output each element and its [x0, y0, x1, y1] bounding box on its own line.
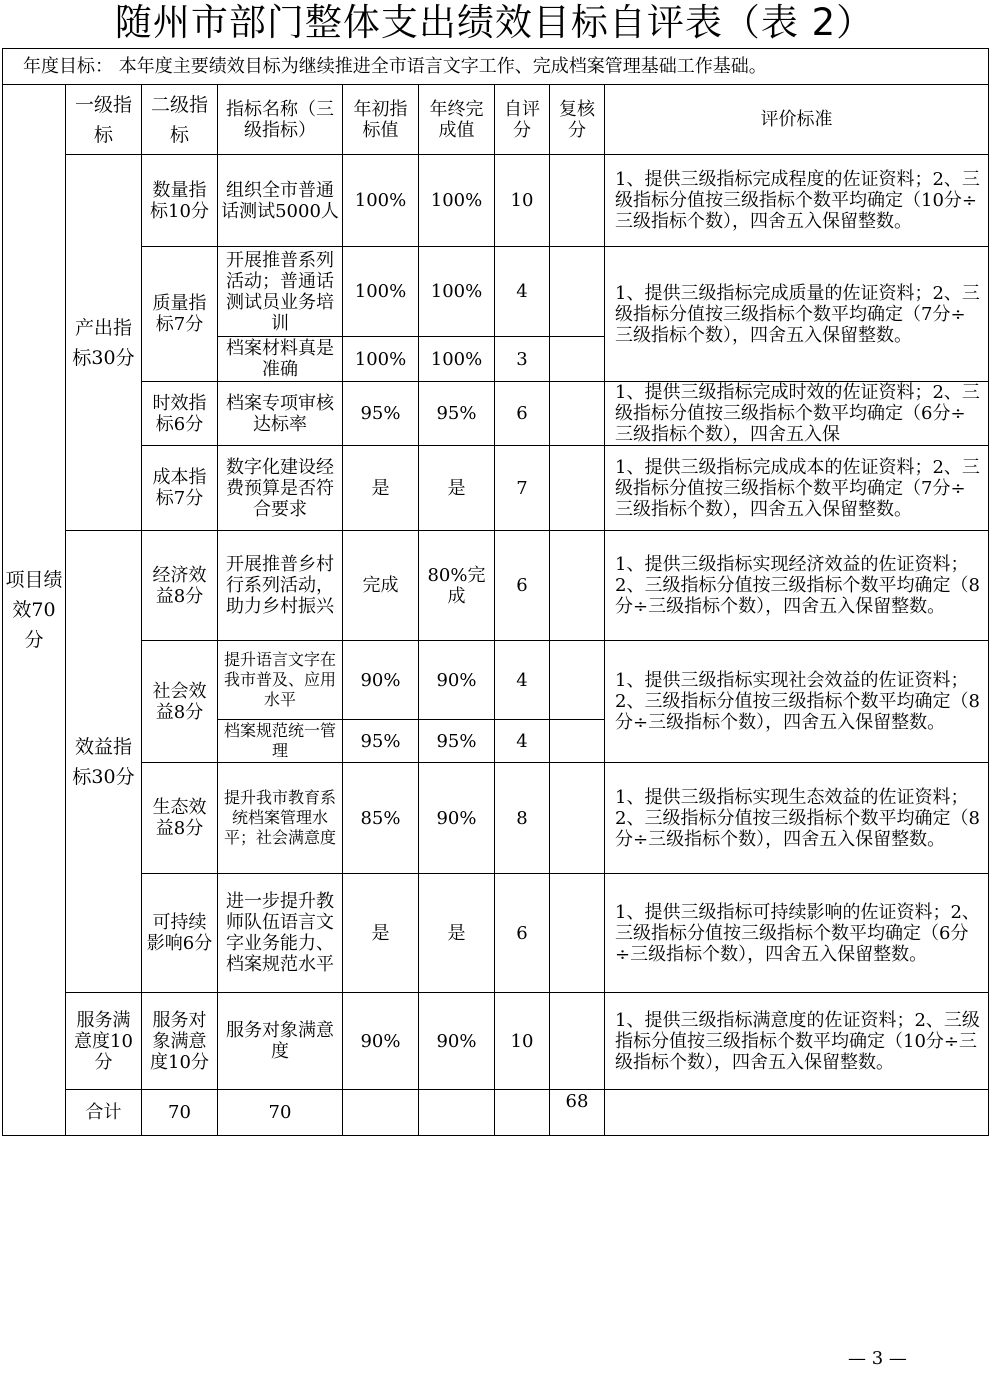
- criteria-cost: 1、提供三级指标完成成本的佐证资料；2、三级指标分值按三级指标个数平均确定（7分÷三级指标个数），四舍五入保留整数。: [605, 446, 989, 531]
- review-timeliness: [550, 382, 605, 446]
- end-social-b: 95%: [419, 720, 495, 763]
- review-social-a: [550, 641, 605, 720]
- name-quantity: 组织全市普通话测试5000人: [218, 155, 343, 247]
- lvl2-timeliness: 时效指标6分: [142, 382, 218, 446]
- total-empty-end: [495, 1090, 550, 1136]
- end-service: 90%: [419, 993, 495, 1090]
- lvl2-quality: 质量指标7分: [142, 247, 218, 382]
- header-start-value: 年初指标值: [343, 85, 419, 155]
- self-service: 10: [495, 993, 550, 1090]
- criteria-quantity: 1、提供三级指标完成程度的佐证资料；2、三级指标分值按三级指标个数平均确定（10分÷三级指标个数），四舍五入保留整数。: [605, 155, 989, 247]
- start-quality-b: 100%: [343, 337, 419, 382]
- review-quality-b: [550, 337, 605, 382]
- criteria-timeliness: 1、提供三级指标完成时效的佐证资料；2、三级指标分值按三级指标个数平均确定（6分÷三级指标个数），四舍五入保: [605, 382, 989, 446]
- criteria-quality: 1、提供三级指标完成质量的佐证资料；2、三级指标分值按三级指标个数平均确定（7分÷三级指标个数），四舍五入保留整数。: [605, 247, 989, 382]
- total-level1: 70: [142, 1090, 218, 1136]
- end-quantity: 100%: [419, 155, 495, 247]
- end-cost: 是: [419, 446, 495, 531]
- total-empty-review: [605, 1090, 989, 1136]
- criteria-social: 1、提供三级指标实现社会效益的佐证资料；2、三级指标分值按三级指标个数平均确定（8分÷三级指标个数），四舍五入保留整数。: [605, 641, 989, 763]
- total-level2: 70: [218, 1090, 343, 1136]
- total-label: 合计: [66, 1090, 142, 1136]
- start-cost: 是: [343, 446, 419, 531]
- self-social-a: 4: [495, 641, 550, 720]
- review-sustain: [550, 874, 605, 993]
- review-service: [550, 993, 605, 1090]
- review-eco: [550, 763, 605, 874]
- start-sustain: 是: [343, 874, 419, 993]
- name-social-b: 档案规范统一管理: [218, 720, 343, 763]
- page-number: — 3 —: [848, 1348, 907, 1369]
- total-self-score: 68: [550, 1090, 605, 1136]
- lvl2-economic: 经济效益8分: [142, 531, 218, 641]
- end-eco: 90%: [419, 763, 495, 874]
- criteria-sustain: 1、提供三级指标可持续影响的佐证资料；2、三级指标分值按三级指标个数平均确定（6分÷三级指标个数），四舍五入保留整数。: [605, 874, 989, 993]
- evaluation-table: [2, 48, 989, 1136]
- start-economic: 完成: [343, 531, 419, 641]
- name-economic: 开展推普乡村行系列活动，助力乡村振兴: [218, 531, 343, 641]
- name-eco: 提升我市教育系统档案管理水平；社会满意度: [218, 763, 343, 874]
- output-indicator-cell: 产出指标30分: [66, 155, 142, 531]
- self-social-b: 4: [495, 720, 550, 763]
- end-timeliness: 95%: [419, 382, 495, 446]
- total-empty-name: [343, 1090, 419, 1136]
- review-quantity: [550, 155, 605, 247]
- name-sustain: 进一步提升教师队伍语言文字业务能力、档案规范水平: [218, 874, 343, 993]
- header-level2: 二级指标: [142, 85, 218, 155]
- lvl2-sustain: 可持续影响6分: [142, 874, 218, 993]
- review-quality-a: [550, 247, 605, 337]
- header-level1: 一级指标: [66, 85, 142, 155]
- lvl2-quantity: 数量指标10分: [142, 155, 218, 247]
- name-cost: 数字化建设经费预算是否符合要求: [218, 446, 343, 531]
- self-economic: 6: [495, 531, 550, 641]
- criteria-eco: 1、提供三级指标实现生态效益的佐证资料；2、三级指标分值按三级指标个数平均确定（8分÷三级指标个数），四舍五入保留整数。: [605, 763, 989, 874]
- review-social-b: [550, 720, 605, 763]
- end-quality-b: 100%: [419, 337, 495, 382]
- name-service: 服务对象满意度: [218, 993, 343, 1090]
- self-quantity: 10: [495, 155, 550, 247]
- lvl2-cost: 成本指标7分: [142, 446, 218, 531]
- project-performance-cell: 项目绩效70分: [3, 85, 66, 1136]
- service-indicator-cell: 服务满意度10分: [66, 993, 142, 1090]
- self-timeliness: 6: [495, 382, 550, 446]
- header-self-score: 自评分: [495, 85, 550, 155]
- self-sustain: 6: [495, 874, 550, 993]
- review-economic: [550, 531, 605, 641]
- header-review-score: 复核分: [550, 85, 605, 155]
- end-economic: 80%完成: [419, 531, 495, 641]
- criteria-service: 1、提供三级指标满意度的佐证资料；2、三级指标分值按三级指标个数平均确定（10分÷三级指标个数），四舍五入保留整数。: [605, 993, 989, 1090]
- end-quality-a: 100%: [419, 247, 495, 337]
- page-title: 随州市部门整体支出绩效目标自评表（表 2）: [114, 1, 875, 44]
- lvl2-eco: 生态效益8分: [142, 763, 218, 874]
- total-empty-start: [419, 1090, 495, 1136]
- start-service: 90%: [343, 993, 419, 1090]
- annual-goal: 年度目标： 本年度主要绩效目标为继续推进全市语言文字工作、完成档案管理基础工作基础。: [3, 49, 989, 85]
- header-level3: 指标名称（三级指标）: [218, 85, 343, 155]
- header-end-value: 年终完成值: [419, 85, 495, 155]
- review-cost: [550, 446, 605, 531]
- name-quality-a: 开展推普系列活动；普通话测试员业务培训: [218, 247, 343, 337]
- end-social-a: 90%: [419, 641, 495, 720]
- start-eco: 85%: [343, 763, 419, 874]
- lvl2-social: 社会效益8分: [142, 641, 218, 763]
- start-social-a: 90%: [343, 641, 419, 720]
- self-quality-a: 4: [495, 247, 550, 337]
- end-sustain: 是: [419, 874, 495, 993]
- self-cost: 7: [495, 446, 550, 531]
- start-quantity: 100%: [343, 155, 419, 247]
- name-quality-b: 档案材料真是准确: [218, 337, 343, 382]
- header-criteria: 评价标准: [605, 85, 989, 155]
- start-timeliness: 95%: [343, 382, 419, 446]
- lvl2-service: 服务对象满意度10分: [142, 993, 218, 1090]
- start-social-b: 95%: [343, 720, 419, 763]
- benefit-indicator-cell: 效益指标30分: [66, 531, 142, 993]
- name-timeliness: 档案专项审核达标率: [218, 382, 343, 446]
- start-quality-a: 100%: [343, 247, 419, 337]
- name-social-a: 提升语言文字在我市普及、应用水平: [218, 641, 343, 720]
- self-eco: 8: [495, 763, 550, 874]
- self-quality-b: 3: [495, 337, 550, 382]
- criteria-economic: 1、提供三级指标实现经济效益的佐证资料；2、三级指标分值按三级指标个数平均确定（8分÷三级指标个数），四舍五入保留整数。: [605, 531, 989, 641]
